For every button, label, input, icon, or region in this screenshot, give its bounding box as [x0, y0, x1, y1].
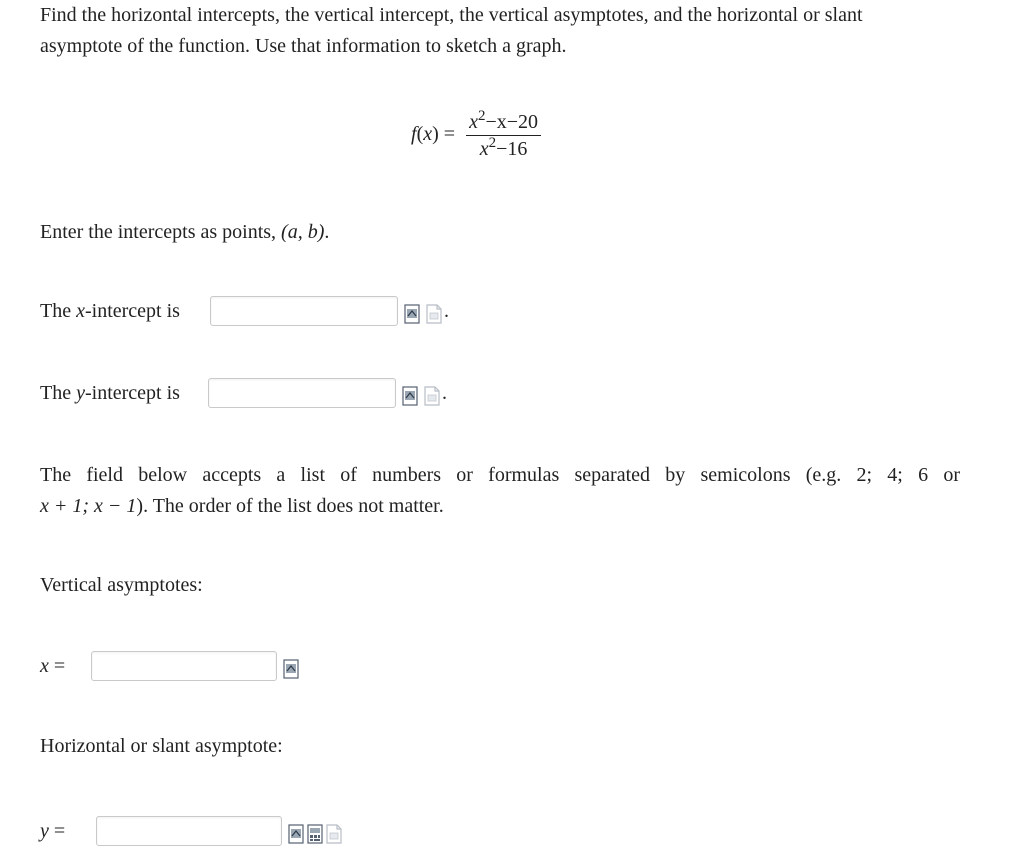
y-intercept-label: The y-intercept is: [40, 382, 180, 404]
formula-fraction: [466, 110, 541, 161]
calculator-icon[interactable]: [307, 824, 323, 844]
preview-answer-icon[interactable]: [288, 824, 304, 844]
answer-format-help-icon[interactable]: [424, 386, 440, 406]
function-formula: f(x) = $\frac{x^2-x-20}{x^2-16}$: [411, 110, 541, 161]
list-hint: The field below accepts a list of numbers or formulas separated by semicolons (e.g. 2; 4; 6 or x + 1; x − 1). The order of the list does not matter.: [40, 464, 960, 517]
preview-answer-icon[interactable]: [404, 304, 420, 324]
x-intercept-input[interactable]: [210, 296, 398, 326]
formula-denominator: $x^2-16$: [479, 135, 528, 160]
prompt-line-2: asymptote of the function. Use that information to sketch a graph.: [40, 35, 567, 57]
x-intercept-period: .: [444, 300, 449, 322]
intercepts-hint: Enter the intercepts as points, (a, b).: [40, 221, 330, 243]
question-prompt: [40, 0, 965, 62]
answer-format-help-icon[interactable]: [326, 824, 342, 844]
formula-lhs-var: x: [423, 123, 433, 146]
y-intercept-input[interactable]: [208, 378, 396, 408]
horizontal-asymptote-heading: Horizontal or slant asymptote:: [40, 735, 283, 757]
answer-format-help-icon[interactable]: [426, 304, 442, 324]
formula-lhs-f: f: [411, 123, 417, 146]
horizontal-asymptote-input[interactable]: [96, 816, 282, 846]
formula-numerator: $x^2-x-20$: [466, 110, 541, 136]
preview-answer-icon[interactable]: [283, 659, 299, 679]
vertical-eq-label: x =: [40, 655, 66, 677]
x-intercept-label: The x-intercept is: [40, 300, 180, 322]
vertical-asymptotes-heading: Vertical asymptotes:: [40, 574, 203, 596]
prompt-line-1: Find the horizontal intercepts, the vertical intercept, the vertical asymptotes, and the horizontal or slant: [40, 4, 863, 26]
y-intercept-period: .: [442, 382, 447, 404]
horizontal-eq-label: y =: [40, 820, 66, 842]
vertical-asymptotes-input[interactable]: [91, 651, 277, 681]
preview-answer-icon[interactable]: [402, 386, 418, 406]
